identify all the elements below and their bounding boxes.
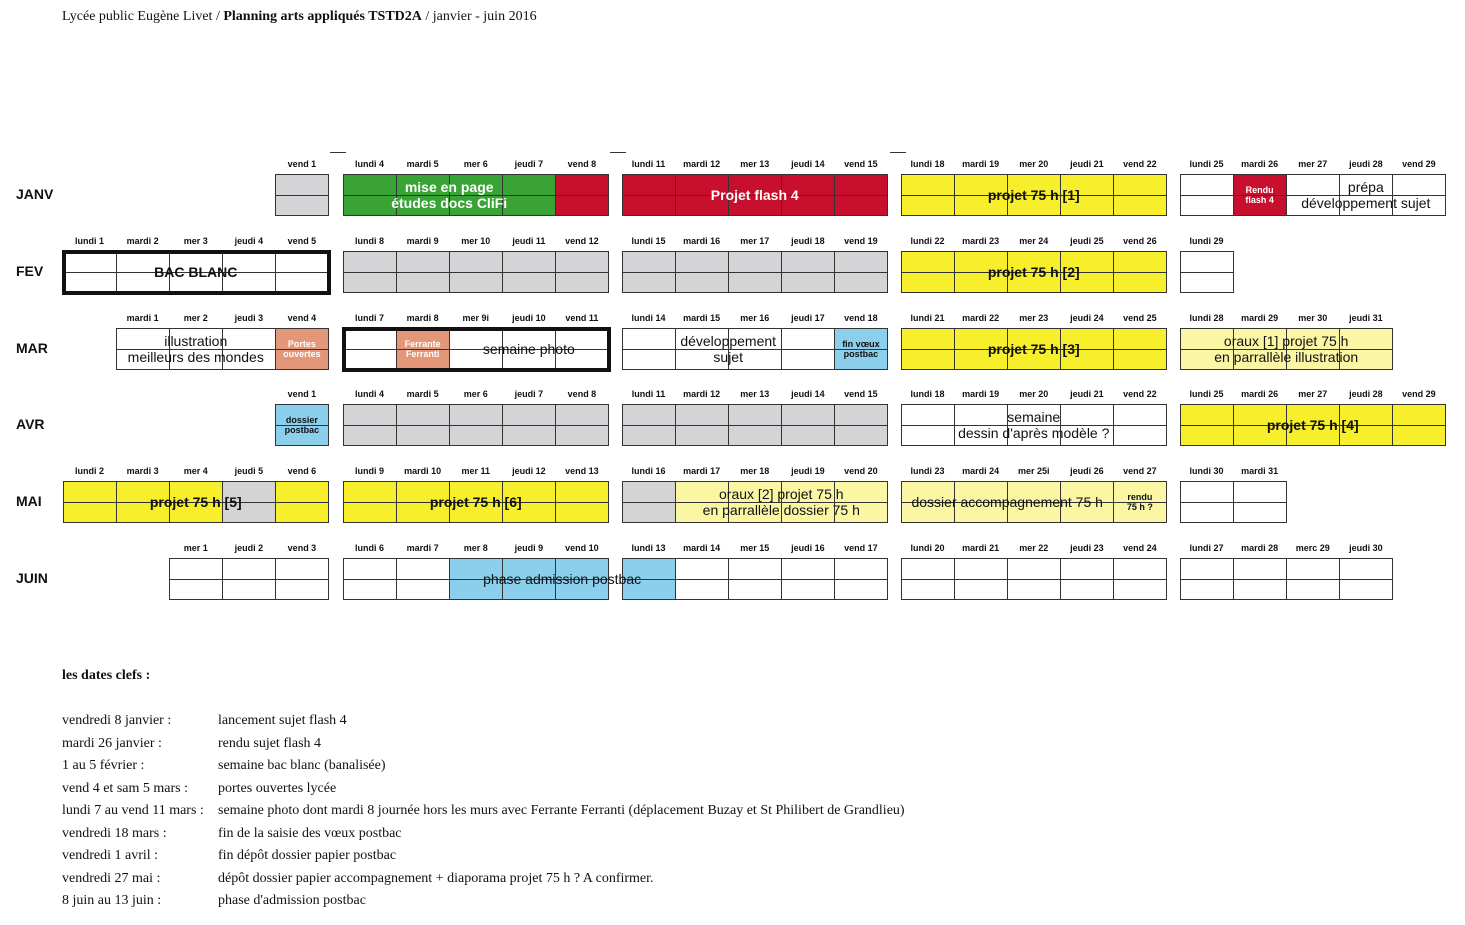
day-label: vend 5 — [287, 236, 317, 246]
event-label — [901, 481, 1113, 523]
cell-divider — [169, 579, 223, 580]
event-label-line: projet 75 h [3] — [987, 340, 1080, 357]
event-label-line: meilleurs des mondes — [127, 349, 264, 365]
day-label: vend 1 — [287, 159, 317, 169]
day-label: jeudi 21 — [1070, 159, 1104, 169]
event-label — [622, 328, 834, 370]
day-label: lundi 7 — [355, 313, 385, 323]
event-label-line: Projet flash 4 — [710, 186, 799, 203]
day-label: merc 29 — [1295, 543, 1330, 553]
day-label: mardi 21 — [962, 543, 1000, 553]
event-label — [1180, 328, 1392, 370]
day-label: mer 24 — [1019, 236, 1049, 246]
event-label-line: semaine — [1007, 408, 1061, 425]
month-label: JANV — [16, 186, 54, 202]
day-label: jeudi 14 — [791, 159, 825, 169]
month-label: MAI — [16, 493, 42, 509]
cell-divider — [275, 579, 329, 580]
day-label: mardi 14 — [683, 543, 721, 553]
day-label: lundi 30 — [1189, 466, 1224, 476]
day-label: vend 1 — [287, 389, 317, 399]
event-label-line: postbac — [843, 349, 879, 359]
key-date: vendredi 8 janvier : — [62, 713, 172, 729]
cell-divider — [1233, 579, 1287, 580]
event-label — [449, 558, 675, 600]
day-label: mer 30 — [1298, 313, 1328, 323]
week-separator-tick — [330, 152, 346, 153]
day-label: vend 19 — [844, 236, 878, 246]
cell-divider — [343, 579, 397, 580]
day-label: jeudi 28 — [1349, 159, 1383, 169]
key-date: lundi 7 au vend 11 mars : — [62, 803, 204, 819]
cell-divider — [555, 195, 609, 196]
school-name: Lycée public Eugène Livet — [62, 9, 213, 24]
day-label: mer 10 — [461, 236, 491, 246]
key-date: vendredi 1 avril : — [62, 848, 159, 864]
day-label: vend 17 — [844, 543, 878, 553]
event-label-line: développement sujet — [1301, 195, 1431, 211]
day-label: jeudi 10 — [512, 313, 546, 323]
event-label-line: oraux [2] projet 75 h — [719, 485, 844, 502]
cell-divider — [622, 425, 676, 426]
cell-divider — [449, 425, 503, 426]
month-label: FEV — [16, 263, 44, 279]
day-label: mer 9i — [462, 313, 490, 323]
event-label — [622, 174, 888, 216]
day-label: jeudi 30 — [1349, 543, 1383, 553]
cell-divider — [675, 579, 729, 580]
day-label: mer 2 — [183, 313, 208, 323]
cell-divider — [1180, 579, 1234, 580]
key-date-description: semaine photo dont mardi 8 journée hors les murs avec Ferrante Ferranti (déplacement Buzay et St Philibert de Grandlieu) — [218, 803, 905, 819]
day-label: mardi 19 — [962, 159, 1000, 169]
day-label: mardi 12 — [683, 389, 721, 399]
day-label: vend 29 — [1402, 389, 1436, 399]
event-label-line: illustration — [164, 332, 228, 349]
day-label: jeudi 14 — [791, 389, 825, 399]
event-label-line: Rendu — [1245, 184, 1274, 195]
event-label-line: mise en page — [404, 178, 494, 195]
cell-divider — [781, 425, 835, 426]
day-label: vend 4 — [287, 313, 317, 323]
day-label: lundi 18 — [910, 159, 945, 169]
event-label — [449, 328, 608, 370]
key-dates-list — [62, 710, 905, 913]
event-label-line: ouvertes — [283, 349, 321, 359]
event-label-line: en parrallèle dossier 75 h — [702, 502, 860, 518]
day-label: mardi 16 — [683, 236, 721, 246]
event-label-line: dessin d'après modèle ? — [958, 425, 1110, 441]
day-label: mer 3 — [183, 236, 208, 246]
cell-divider — [502, 272, 556, 273]
day-label: mardi 2 — [126, 236, 159, 246]
day-label: mardi 10 — [404, 466, 442, 476]
week-separator-tick — [890, 152, 906, 153]
key-date-description: dépôt dossier papier accompagnement + diaporama projet 75 h ? A confirmer. — [218, 870, 654, 886]
cell-divider — [396, 425, 450, 426]
event-label-line: sujet — [713, 349, 743, 365]
cell-divider — [275, 195, 329, 196]
event-label — [63, 251, 329, 293]
event-label — [1113, 481, 1166, 523]
day-label: jeudi 21 — [1070, 389, 1104, 399]
cell-divider — [396, 272, 450, 273]
cell-divider — [675, 272, 729, 273]
day-label: mer 25i — [1017, 466, 1050, 476]
event-label-line: projet 75 h [4] — [1266, 416, 1359, 433]
key-date-row — [62, 733, 905, 756]
page-header: Lycée public Eugène Livet / Planning arts appliqués TSTD2A / janvier - juin 2016 — [62, 9, 537, 24]
cell-divider — [728, 579, 782, 580]
cell-divider — [622, 502, 676, 503]
key-date: vendredi 27 mai : — [62, 870, 161, 886]
key-date-description: lancement sujet flash 4 — [218, 713, 347, 729]
cell-divider — [1180, 195, 1234, 196]
cell-divider — [222, 579, 276, 580]
key-date-description: fin dépôt dossier papier postbac — [218, 848, 397, 864]
day-label: mardi 26 — [1241, 389, 1279, 399]
event-label-line: dossier accompagnement 75 h — [911, 493, 1103, 510]
event-label — [343, 481, 609, 523]
day-label: mardi 8 — [406, 313, 439, 323]
event-label-line: en parrallèle illustration — [1214, 349, 1359, 365]
cell-divider — [1180, 272, 1234, 273]
cell-divider — [1180, 502, 1234, 503]
month-label: AVR — [16, 416, 45, 432]
day-label: mardi 28 — [1241, 543, 1279, 553]
cell-divider — [449, 272, 503, 273]
event-label-line: Portes — [287, 338, 316, 349]
month-label: MAR — [16, 340, 48, 356]
event-label-line: rendu — [1127, 491, 1153, 502]
day-label: lundi 6 — [355, 543, 385, 553]
key-date: vendredi 18 mars : — [62, 825, 167, 841]
event-label-line: 75 h ? — [1126, 502, 1153, 512]
cell-divider — [834, 425, 888, 426]
event-label — [116, 328, 275, 370]
day-label: jeudi 19 — [791, 466, 825, 476]
day-label: vend 20 — [844, 466, 878, 476]
event-label — [901, 328, 1167, 370]
day-label: mardi 29 — [1241, 313, 1279, 323]
key-date: vend 4 et sam 5 mars : — [62, 780, 188, 796]
period: janvier - juin 2016 — [432, 9, 537, 24]
event-label — [901, 174, 1167, 216]
day-label: jeudi 7 — [514, 389, 544, 399]
day-label: lundi 29 — [1189, 236, 1224, 246]
day-label: mardi 19 — [962, 389, 1000, 399]
day-label: vend 25 — [1123, 313, 1157, 323]
day-label: lundi 9 — [355, 466, 385, 476]
event-label — [275, 404, 328, 446]
cell-divider — [502, 425, 556, 426]
cell-divider — [555, 272, 609, 273]
key-date-description: semaine bac blanc (banalisée) — [218, 758, 386, 774]
document-title: Planning arts appliqués TSTD2A — [223, 9, 422, 24]
day-label: mer 15 — [740, 543, 770, 553]
day-label: jeudi 23 — [1070, 543, 1104, 553]
day-label: lundi 18 — [910, 389, 945, 399]
day-label: jeudi 26 — [1070, 466, 1104, 476]
event-label-line: phase admission postbac — [483, 570, 642, 587]
cell-divider — [396, 579, 450, 580]
day-label: vend 27 — [1123, 466, 1157, 476]
day-label: mer 27 — [1298, 159, 1328, 169]
event-label-line: projet 75 h [1] — [987, 186, 1080, 203]
event-label — [63, 481, 329, 523]
day-label: lundi 4 — [355, 389, 385, 399]
day-label: mardi 22 — [962, 313, 1000, 323]
day-label: lundi 14 — [631, 313, 666, 323]
event-label-line: fin vœux — [842, 338, 880, 349]
day-label: mer 4 — [183, 466, 208, 476]
cell-divider — [1113, 579, 1167, 580]
event-label — [1180, 404, 1446, 446]
cell-divider — [728, 272, 782, 273]
day-label: vend 22 — [1123, 389, 1157, 399]
key-date-description: fin de la saisie des vœux postbac — [218, 825, 402, 841]
day-label: vend 6 — [287, 466, 317, 476]
event-label-line: projet 75 h [2] — [987, 263, 1080, 280]
day-label: jeudi 11 — [512, 236, 546, 246]
event-label — [1233, 174, 1286, 216]
day-label: vend 26 — [1123, 236, 1157, 246]
day-label: mer 18 — [740, 466, 770, 476]
event-label-line: projet 75 h [5] — [149, 493, 242, 510]
day-label: jeudi 3 — [234, 313, 264, 323]
day-label: mer 20 — [1019, 389, 1049, 399]
day-label: vend 10 — [565, 543, 599, 553]
key-date-row — [62, 890, 905, 913]
week-separator-tick — [610, 152, 626, 153]
event-label — [275, 328, 328, 370]
event-label — [396, 328, 449, 370]
day-label: vend 8 — [567, 389, 597, 399]
day-label: jeudi 18 — [791, 236, 825, 246]
day-label: lundi 15 — [631, 236, 666, 246]
key-dates — [62, 668, 905, 913]
day-label: vend 24 — [1123, 543, 1157, 553]
cell-divider — [781, 272, 835, 273]
day-label: mer 11 — [461, 466, 491, 476]
day-label: jeudi 9 — [514, 543, 544, 553]
key-date-description: rendu sujet flash 4 — [218, 735, 322, 751]
event-label-line: études docs CliFi — [391, 195, 508, 211]
day-label: vend 3 — [287, 543, 317, 553]
cell-divider — [728, 425, 782, 426]
day-label: mer 22 — [1019, 543, 1049, 553]
day-label: jeudi 12 — [512, 466, 546, 476]
day-label: jeudi 7 — [514, 159, 544, 169]
key-date-row — [62, 823, 905, 846]
cell-divider — [555, 425, 609, 426]
cell-divider — [954, 579, 1008, 580]
day-label: mer 13 — [740, 159, 770, 169]
day-label: mer 23 — [1019, 313, 1049, 323]
event-label-line: dossier — [285, 414, 318, 425]
day-label: lundi 22 — [910, 236, 945, 246]
day-label: mer 6 — [463, 389, 488, 399]
day-label: lundi 28 — [1189, 313, 1224, 323]
event-label — [834, 328, 887, 370]
day-label: mer 27 — [1298, 389, 1328, 399]
day-label: mardi 15 — [683, 313, 721, 323]
cell-divider — [834, 579, 888, 580]
cell-divider — [343, 425, 397, 426]
day-label: mardi 5 — [406, 159, 439, 169]
event-label — [343, 174, 555, 216]
day-label: jeudi 25 — [1070, 236, 1104, 246]
day-label: mardi 26 — [1241, 159, 1279, 169]
day-label: lundi 11 — [631, 159, 666, 169]
key-date-row — [62, 800, 905, 823]
key-date: 1 au 5 février : — [62, 758, 145, 774]
event-label — [675, 481, 887, 523]
event-label-line: postbac — [284, 425, 320, 435]
cell-divider — [1060, 579, 1114, 580]
day-label: vend 29 — [1402, 159, 1436, 169]
day-label: lundi 1 — [75, 236, 105, 246]
day-label: lundi 8 — [355, 236, 385, 246]
day-label: lundi 4 — [355, 159, 385, 169]
day-label: mardi 17 — [683, 466, 721, 476]
day-label: jeudi 28 — [1349, 389, 1383, 399]
event-label-line: semaine photo — [482, 340, 575, 357]
day-label: mardi 9 — [406, 236, 439, 246]
day-label: vend 12 — [565, 236, 599, 246]
day-label: mer 13 — [740, 389, 770, 399]
event-label-line: projet 75 h [6] — [429, 493, 522, 510]
day-label: mardi 7 — [406, 543, 439, 553]
day-label: mer 1 — [183, 543, 208, 553]
day-label: jeudi 16 — [791, 543, 825, 553]
day-label: mer 17 — [740, 236, 770, 246]
day-label: mardi 23 — [962, 236, 1000, 246]
day-label: mardi 24 — [962, 466, 1000, 476]
cell-divider — [343, 272, 397, 273]
event-label-line: BAC BLANC — [154, 263, 238, 280]
cell-divider — [834, 272, 888, 273]
day-label: vend 18 — [844, 313, 878, 323]
key-date-row — [62, 778, 905, 801]
day-label: mardi 5 — [406, 389, 439, 399]
key-date-row — [62, 710, 905, 733]
day-label: vend 15 — [844, 159, 878, 169]
day-label: jeudi 4 — [234, 236, 264, 246]
event-label-line: Ferrante — [404, 338, 441, 349]
day-label: mer 8 — [463, 543, 488, 553]
event-label — [901, 404, 1167, 446]
day-label: lundi 13 — [631, 543, 666, 553]
day-label: mardi 31 — [1241, 466, 1279, 476]
key-date-row — [62, 868, 905, 891]
event-label — [901, 251, 1167, 293]
day-label: mardi 1 — [126, 313, 159, 323]
day-label: lundi 20 — [910, 543, 945, 553]
day-label: lundi 25 — [1189, 159, 1224, 169]
key-date-description: phase d'admission postbac — [218, 893, 366, 909]
day-label: jeudi 5 — [234, 466, 264, 476]
cell-divider — [675, 425, 729, 426]
day-label: vend 15 — [844, 389, 878, 399]
key-date: 8 juin au 13 juin : — [62, 893, 162, 909]
day-label: jeudi 31 — [1349, 313, 1383, 323]
event-label-line: oraux [1] projet 75 h — [1223, 332, 1349, 349]
day-label: mer 16 — [740, 313, 770, 323]
cell-divider — [781, 579, 835, 580]
day-label: lundi 16 — [631, 466, 666, 476]
event-label-line: développement — [680, 332, 777, 349]
month-label: JUIN — [16, 570, 48, 586]
day-label: mer 20 — [1019, 159, 1049, 169]
cell-divider — [1233, 502, 1287, 503]
cell-divider — [622, 272, 676, 273]
day-label: mer 6 — [463, 159, 488, 169]
event-label-line: flash 4 — [1245, 195, 1274, 205]
cell-divider — [1339, 579, 1393, 580]
day-label: lundi 23 — [910, 466, 945, 476]
event-label — [1286, 174, 1445, 216]
day-label: lundi 21 — [910, 313, 945, 323]
day-label: lundi 2 — [75, 466, 105, 476]
day-label: lundi 27 — [1189, 543, 1224, 553]
cell-divider — [901, 579, 955, 580]
event-label-line: prépa — [1347, 178, 1384, 195]
day-label: jeudi 24 — [1070, 313, 1104, 323]
key-date: mardi 26 janvier : — [62, 735, 162, 751]
cell-divider — [1007, 579, 1061, 580]
day-label: vend 8 — [567, 159, 597, 169]
day-label: mardi 12 — [683, 159, 721, 169]
key-date-row — [62, 755, 905, 778]
day-label: vend 22 — [1123, 159, 1157, 169]
day-label: lundi 11 — [631, 389, 666, 399]
event-label-line: Ferranti — [405, 349, 440, 359]
day-label: mardi 3 — [126, 466, 159, 476]
day-label: lundi 25 — [1189, 389, 1224, 399]
key-date-description: portes ouvertes lycée — [218, 780, 337, 796]
day-label: jeudi 2 — [234, 543, 264, 553]
key-date-row — [62, 845, 905, 868]
day-label: vend 11 — [565, 313, 599, 323]
cell-divider — [1286, 579, 1340, 580]
key-dates-title: les dates clefs : — [62, 668, 151, 683]
day-label: jeudi 17 — [791, 313, 825, 323]
day-label: vend 13 — [565, 466, 599, 476]
